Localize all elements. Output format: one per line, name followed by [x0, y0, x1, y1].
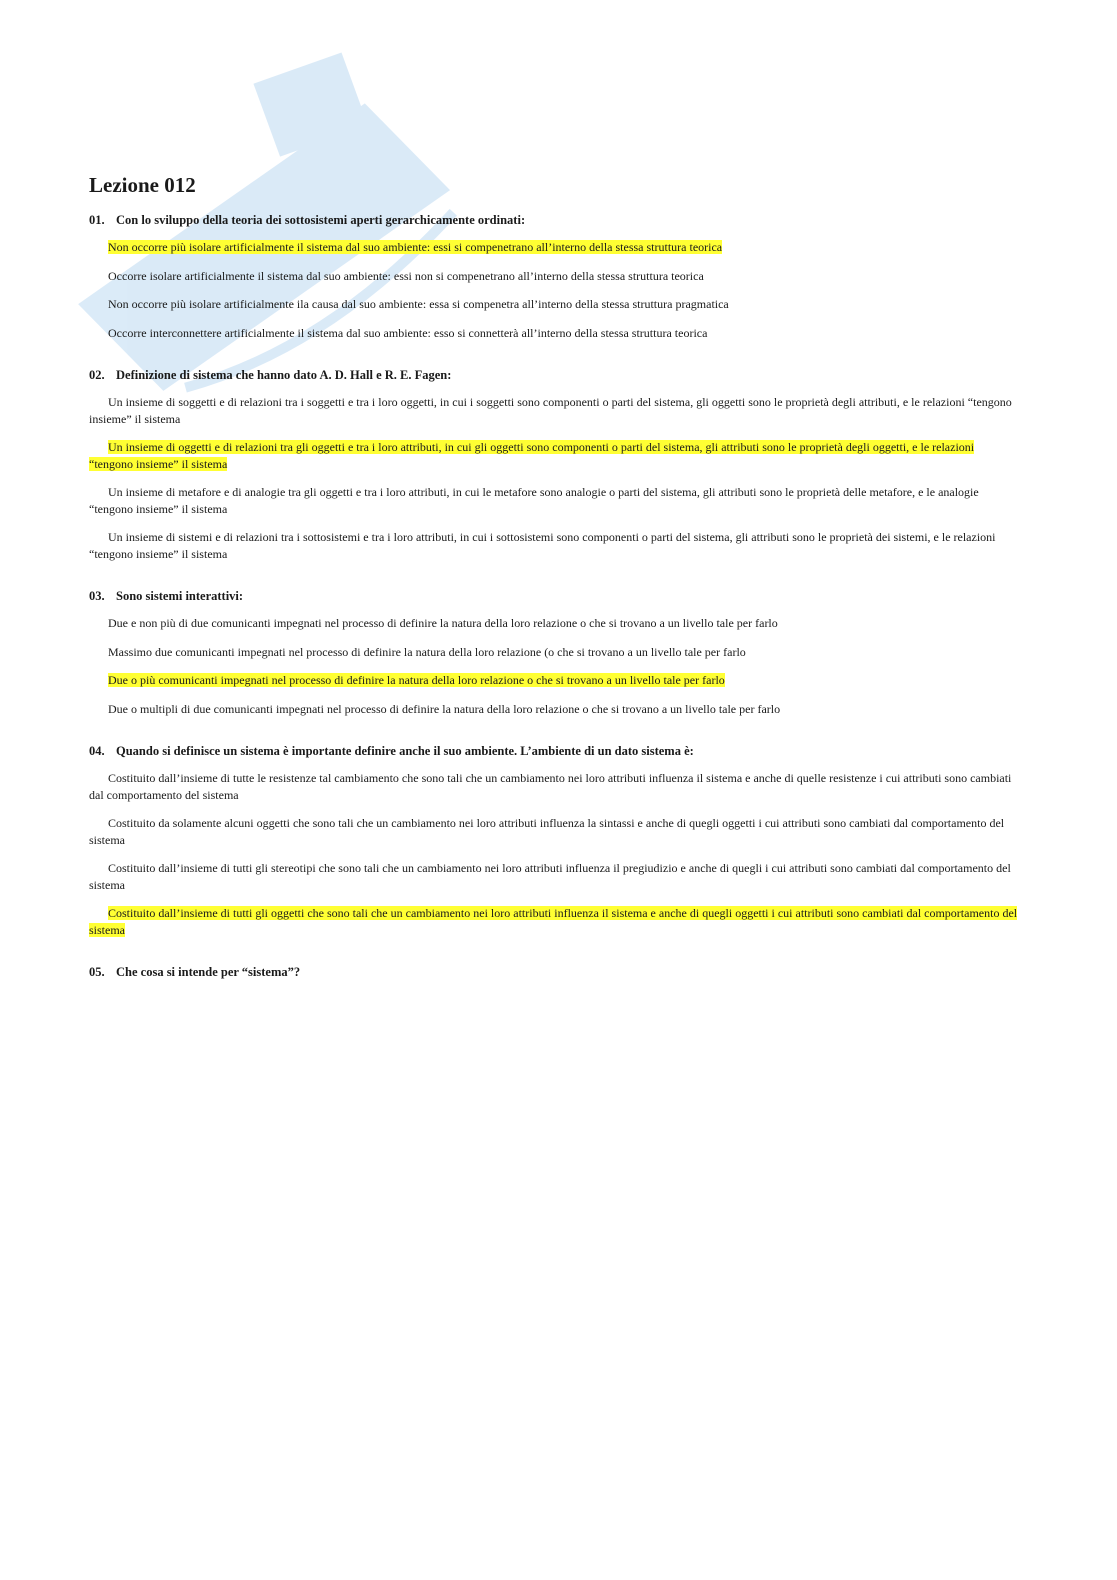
- question-number: 05.: [89, 965, 105, 979]
- answer-option-correct: [89, 905, 1019, 938]
- question-text: Sono sistemi interattivi:: [116, 589, 244, 603]
- question-number: 04.: [89, 744, 105, 758]
- answer-text: Un insieme di sistemi e di relazioni tra i sottosistemi e tra i loro attributi, in cui i sottosistemi sono componenti o parti del sistema, gli attributi sono le proprietà dei sistemi, e le relazioni “tengono insieme” il sistema: [89, 530, 996, 561]
- answer-text: Un insieme di soggetti e di relazioni tra i soggetti e tra i loro oggetti, in cui i soggetti sono componenti o parti del sistema, gli oggetti sono le proprietà degli attributi, e le relazioni “tengono insieme” il sistema: [89, 395, 1012, 426]
- answer-text: Costituito dall’insieme di tutti gli stereotipi che sono tali che un cambiamento nei loro attributi influenza il pregiudizio e anche di quegli i cui attributi sono cambiati dal comportamento del sistema: [89, 861, 1011, 892]
- answer-list: [89, 615, 1019, 717]
- answer-option-correct: [89, 239, 1019, 256]
- question-text: Definizione di sistema che hanno dato A. D. Hall e R. E. Fagen:: [116, 368, 452, 382]
- answer-text: Occorre isolare artificialmente il sistema dal suo ambiente: essi non si compenetrano all’interno della stessa struttura teorica: [108, 268, 704, 283]
- answer-option: [89, 615, 1019, 632]
- answer-text: Un insieme di oggetti e di relazioni tra gli oggetti e tra i loro attributi, in cui gli oggetti sono componenti o parti del sistema, gli attributi sono le proprietà degli oggetti, e le relazioni “tengono insieme” il sistema: [89, 440, 975, 471]
- answer-option-correct: [89, 672, 1019, 689]
- document-page: [89, 170, 1019, 1006]
- question-4: [89, 743, 1019, 938]
- answer-text: Due e non più di due comunicanti impegnati nel processo di definire la natura della loro relazione o che si trovano a un livello tale per farlo: [108, 616, 778, 630]
- question-3: [89, 588, 1019, 717]
- answer-text: Costituito da solamente alcuni oggetti che sono tali che un cambiamento nei loro attributi influenza la sintassi e anche di quegli oggetti i cui attributi sono cambiati dal comportamento del sistema: [89, 816, 1005, 847]
- answer-text: Un insieme di metafore e di analogie tra gli oggetti e tra i loro attributi, in cui le metafore sono analogie o parti del sistema, gli attributi sono le proprietà delle metafore, e le analogie “tengono insieme” il sistema: [89, 485, 979, 516]
- question-list: [89, 212, 1019, 980]
- answer-option: [89, 394, 1019, 427]
- answer-option: [89, 701, 1019, 718]
- answer-option: [89, 484, 1019, 517]
- answer-option: [89, 770, 1019, 803]
- answer-list: [89, 770, 1019, 938]
- answer-option: [89, 325, 1019, 342]
- answer-option: [89, 268, 1019, 285]
- answer-text: Non occorre più isolare artificialmente ila causa dal suo ambiente: essa si compenetra all’interno della stessa struttura pragmatica: [108, 297, 729, 311]
- answer-list: [89, 239, 1019, 341]
- question-5: [89, 964, 1019, 980]
- answer-text: Costituito dall’insieme di tutti gli oggetti che sono tali che un cambiamento nei loro attributi influenza il sistema e anche di quegli oggetti i cui attributi sono cambiati dal comportamento del sistema: [89, 906, 1018, 937]
- answer-option: [89, 860, 1019, 893]
- answer-text: Costituito dall’insieme di tutte le resistenze tal cambiamento che sono tali che un cambiamento nei loro attributi influenza il sistema e anche di quelle resistenze i cui attributi sono cambiati dal comportamento del sistema: [89, 771, 1012, 802]
- answer-option: [89, 644, 1019, 661]
- question-heading: [89, 212, 1019, 228]
- answer-text: Due o più comunicanti impegnati nel processo di definire la natura della loro relazione o che si trovano a un livello tale per farlo: [108, 673, 725, 687]
- answer-text: Massimo due comunicanti impegnati nel processo di definire la natura della loro relazione (o che si trovano a un livello tale per farlo: [108, 644, 746, 659]
- answer-option-correct: [89, 439, 1019, 472]
- answer-text: Occorre interconnettere artificialmente il sistema dal suo ambiente: esso si connetterà all’interno della stessa struttura teorica: [108, 325, 708, 340]
- answer-option: [89, 529, 1019, 562]
- question-number: 03.: [89, 589, 105, 603]
- answer-list: [89, 394, 1019, 562]
- question-number: 01.: [89, 213, 105, 227]
- question-1: [89, 212, 1019, 341]
- answer-text: Due o multipli di due comunicanti impegnati nel processo di definire la natura della loro relazione o che si trovano a un livello tale per farlo: [108, 701, 781, 716]
- question-heading: [89, 367, 1019, 383]
- answer-option: [89, 815, 1019, 848]
- question-heading: [89, 964, 1019, 980]
- lesson-title: Lezione 012: [89, 173, 196, 197]
- question-text: Che cosa si intende per “sistema”?: [116, 965, 301, 979]
- question-text: Con lo sviluppo della teoria dei sottosistemi aperti gerarchicamente ordinati:: [116, 213, 526, 227]
- question-heading: [89, 588, 1019, 604]
- question-number: 02.: [89, 368, 105, 382]
- question-2: [89, 367, 1019, 562]
- question-text: Quando si definisce un sistema è importante definire anche il suo ambiente. L’ambiente di un dato sistema è:: [116, 744, 694, 758]
- question-heading: [89, 743, 1019, 759]
- answer-text: Non occorre più isolare artificialmente il sistema dal suo ambiente: essi si compenetrano all’interno della stessa struttura teorica: [108, 240, 723, 254]
- answer-option: [89, 296, 1019, 313]
